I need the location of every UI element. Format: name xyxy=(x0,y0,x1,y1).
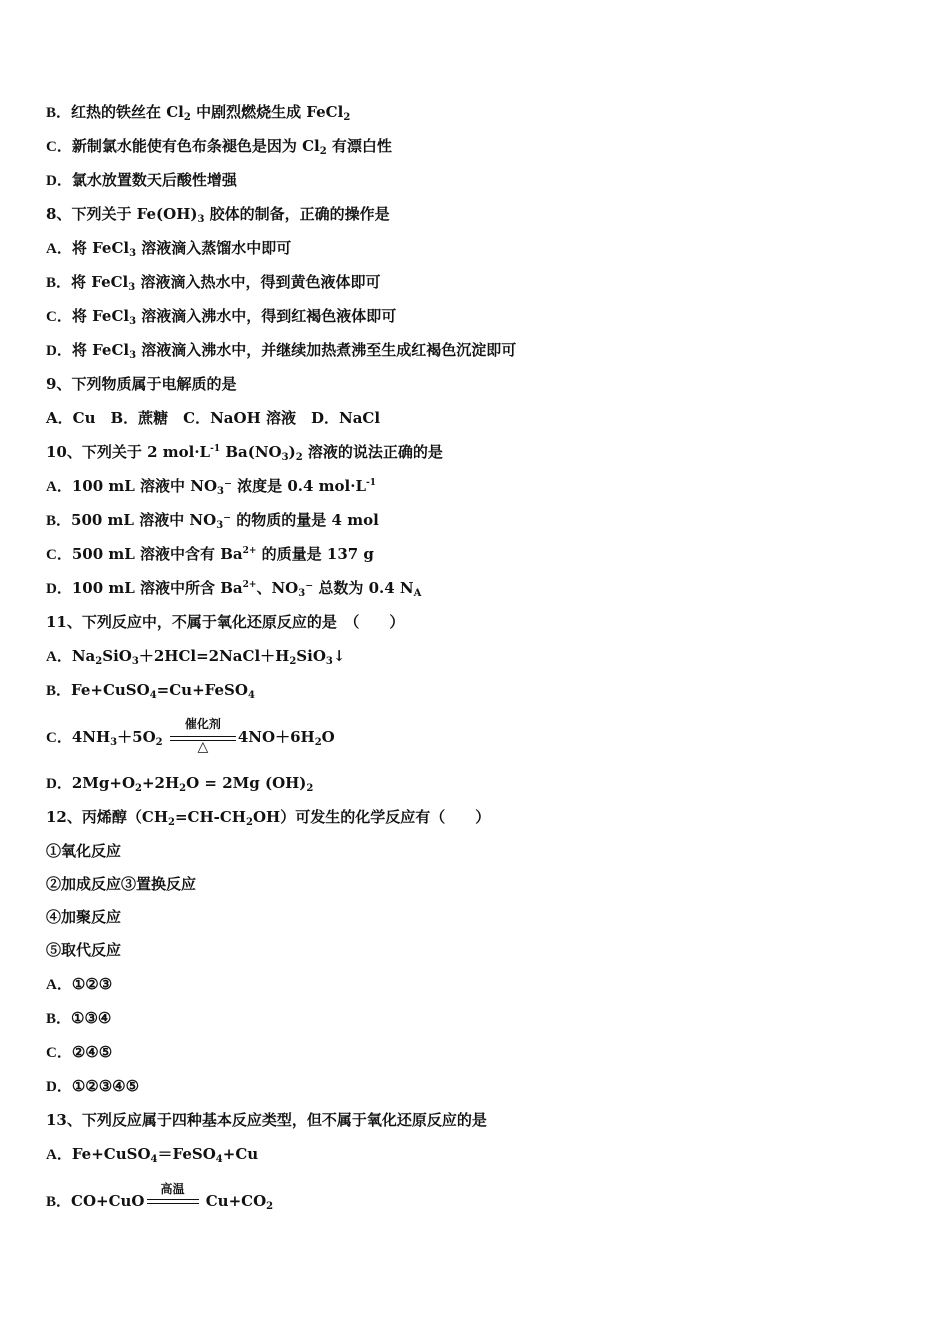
q10-option-b: B．500 mL 溶液中 $NO_3^-$ 的物质的量是 4 mol xyxy=(46,511,379,531)
q11-option-c: C．$4NH_3+5O_2$ 催化剂 △ $4NO+6H_2O$ xyxy=(46,717,335,755)
reaction-condition-high-temp: 高温 xyxy=(147,1192,199,1212)
q8-option-c: C．将 FeCl$_3$ 溶液滴入沸水中，得到红褐色液体即可 xyxy=(46,307,397,327)
q13-option-a: A．Fe+CuSO$_4$＝FeSO$_4$+Cu xyxy=(46,1145,259,1165)
q9-stem: 9、下列物质属于电解质的是 xyxy=(46,375,237,393)
q8-option-a: A．将 FeCl$_3$ 溶液滴入蒸馏水中即可 xyxy=(46,239,292,259)
q12-option-b: B．①③④ xyxy=(46,1009,112,1027)
q9-options: A．Cu B．蔗糖 C．NaOH 溶液 D．NaCl xyxy=(46,409,381,427)
q7-option-d: D．氯水放置数天后酸性增强 xyxy=(46,171,237,189)
q13-option-b: B．CO+CuO 高温 $Cu+CO_2$ xyxy=(46,1182,274,1212)
q12-item-2-3: ②加成反应③置换反应 xyxy=(46,875,197,893)
q12-stem: 12、丙烯醇$(CH_2=CH-CH_2OH)$可发生的化学反应有（ ） xyxy=(46,808,491,828)
reaction-equals-sign xyxy=(147,1199,199,1204)
q11-stem: 11、下列反应中，不属于氧化还原反应的是 （ ） xyxy=(46,613,405,631)
q12-option-c: C．②④⑤ xyxy=(46,1043,113,1061)
q12-option-d: D．①②③④⑤ xyxy=(46,1077,140,1095)
q10-option-c: C．500 mL 溶液中含有 $Ba^{2+}$ 的质量是 137 g xyxy=(46,545,374,563)
q12-item-4: ④加聚反应 xyxy=(46,908,122,926)
q10-stem: 10、下列关于 2 $mol\cdot L^{-1}$ $Ba(NO_3)_2$ 溶液的说法正确的是 xyxy=(46,443,443,463)
q11-option-a: A．$Na_2SiO_3+2HCl=2NaCl+H_2SiO_3↓$ xyxy=(46,647,346,667)
q11-option-b: B．Fe+CuSO$_4$=Cu+FeSO$_4$ xyxy=(46,681,255,701)
q11-option-d: D．$2Mg+O_2+2H_2O = 2Mg$ $(OH)_2$ xyxy=(46,774,314,794)
q8-option-b: B．将 FeCl$_3$ 溶液滴入热水中，得到黄色液体即可 xyxy=(46,273,381,293)
reaction-condition-catalyst-heat: 催化剂 △ xyxy=(170,728,236,748)
q7-option-c: C．新制氯水能使有色布条褪色是因为 $Cl_2$ 有漂白性 xyxy=(46,137,392,157)
q8-option-d: D．将 FeCl$_3$ 溶液滴入沸水中，并继续加热煮沸至生成红褐色沉淀即可 xyxy=(46,341,517,361)
q8-stem: 8、下列关于 $Fe(OH)_3$ 胶体的制备，正确的操作是 xyxy=(46,205,390,225)
q10-option-d: D．100 mL 溶液中所含 $Ba^{2+}$、$NO_3^-$ 总数为 0.4 $N_A$ xyxy=(46,579,422,599)
q12-item-1: ①氧化反应 xyxy=(46,842,122,860)
q7-option-b: B．红热的铁丝在 $Cl_2$ 中剧烈燃烧生成 FeCl$_2$ xyxy=(46,103,351,123)
q12-item-5: ⑤取代反应 xyxy=(46,941,122,959)
q10-option-a: A．100 mL 溶液中 $NO_3^-$ 浓度是 0.4 $mol\cdot L^{-1}$ xyxy=(46,477,377,497)
q12-option-a: A．①②③ xyxy=(46,975,113,993)
q13-stem: 13、下列反应属于四种基本反应类型，但不属于氧化还原反应的是 xyxy=(46,1111,487,1129)
